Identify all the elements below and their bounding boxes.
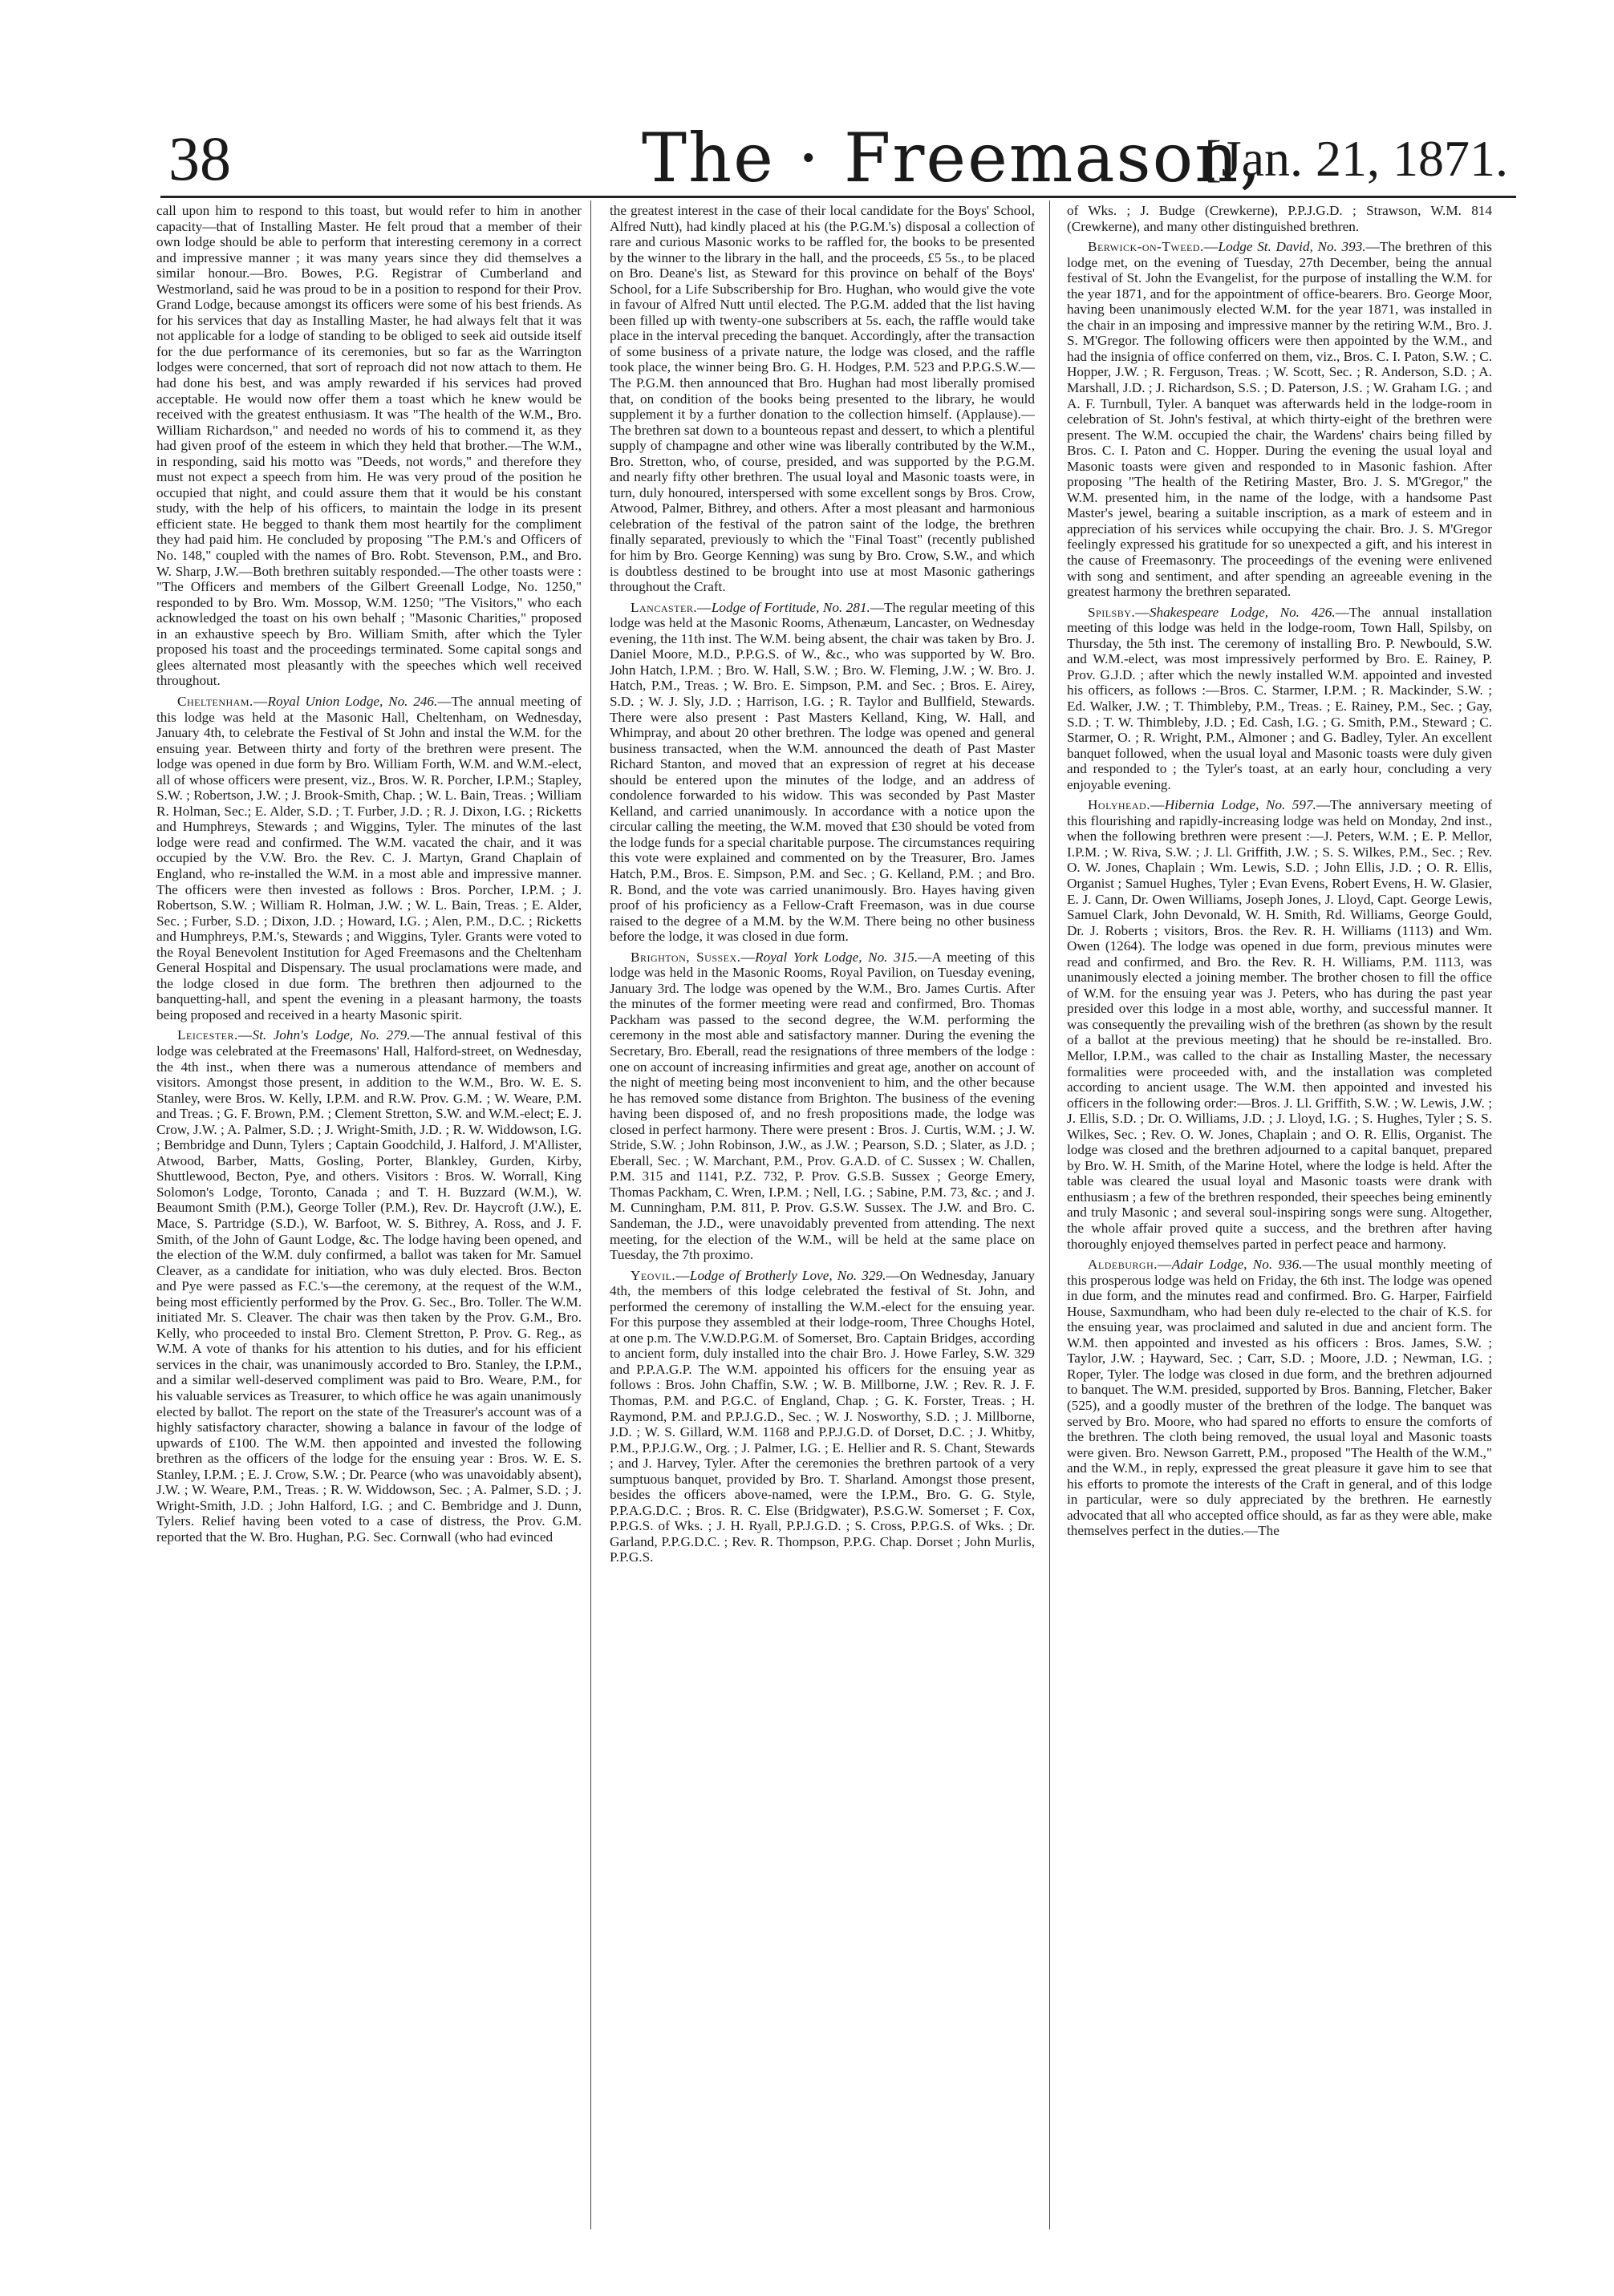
lodge-name: Lodge of Fortitude, No. 281. xyxy=(711,599,870,615)
article-paragraph xyxy=(156,203,582,689)
paragraph-text: —The usual monthly meeting of this prosperous lodge was held on Friday, the 6th inst. The lodge was opened in due form, and the minutes read and confirmed. Bro. G. Harper, Fairfield House, Saxmundham, who had been duly re-elected to the chair of K.S. for the ensuing year, was proclaimed and saluted in due and ancient form. The W.M. then appointed and invested as his officers : Bros. James, S.W. ; Taylor, J.W. ; Hayward, Sec. ; Carr, S.D. ; Moore, J.D. ; Newman, I.G. ; Roper, Tyler. The lodge was closed in due form, and the brethren adjourned to banquet. The W.M. presided, supported by Bros. Banning, Fletcher, Baker (525), and a goodly muster of the brethren of the lodge. The banquet was served by Bro. Moore, who had spared no efforts to ensure the comforts of the brethren. The cloth being removed, the usual loyal and Masonic toasts were given. Bro. Newson Garrett, P.M., proposed "The Health of the W.M.," and the W.M., in reply, expressed the great pleasure it gave him to see that his efforts to promote the interests of the Craft in general, and of this lodge in particular, were so duly appreciated by the brethren. He earnestly advocated that all who accepted office should, as far as they were able, make themselves perfect in the duties.—The xyxy=(1067,1257,1492,1539)
report-place-heading: Yeovil.— xyxy=(631,1267,690,1283)
report-place-heading: Leicester.— xyxy=(177,1027,253,1043)
article-paragraph xyxy=(1067,605,1492,793)
text-column-1 xyxy=(156,203,582,2240)
article-paragraph xyxy=(156,1027,582,1545)
column-divider xyxy=(590,200,591,2229)
report-place-heading: Berwick-on-Tweed.— xyxy=(1088,239,1219,255)
article-paragraph xyxy=(1067,797,1492,1252)
lodge-name: Hibernia Lodge, No. 597. xyxy=(1164,797,1316,813)
article-paragraph xyxy=(610,1268,1035,1565)
article-paragraph xyxy=(610,950,1035,1263)
lodge-name: Shakespeare Lodge, No. 426. xyxy=(1149,604,1336,620)
article-paragraph xyxy=(1067,1257,1492,1539)
report-place-heading: Brighton, Sussex.— xyxy=(631,949,756,965)
paragraph-text: —The brethren of this lodge met, on the evening of Tuesday, 27th December, being the annual festival of St. John the Evangelist, for the purpose of installing the W.M. for the year 1871, and for the appointment of office-bearers. Bro. George Moor, having been unanimously elected W.M. for the year 1871, was installed in the chair in an imposing and impressive manner by the retiring W.M., Bro. J. S. M'Gregor. The following officers were then appointed by the W.M., and had the insignia of office conferred on them, viz., Bros. C. I. Paton, S.W. ; C. Hopper, J.W. ; R. Ferguson, Treas. ; W. Scott, Sec. ; R. Anderson, S.D. ; A. Marshall, J.D. ; J. Richardson, S.S. ; D. Paterson, J.S. ; W. Graham I.G. ; and A. F. Turnbull, Tyler. A banquet was afterwards held in the lodge-room in celebration of St. John's festival, at which thirty-eight of the brethren were present. The W.M. occupied the chair, the Wardens' chairs being filled by Bros. C. I. Paton and C. Hopper. During the evening the usual loyal and Masonic toasts were given and responded to in Masonic fashion. After proposing "The health of the Retiring Master, Bro. J. S. M'Gregor," the W.M. presented him, in the name of the lodge, with a handsome Past Master's jewel, bearing a suitable inscription, as a mark of esteem and in appreciation of his services while occupying the chair. Bro. J. S. M'Gregor feelingly expressed his gratitude for so unexpected a gift, and his interest in the cause of Freemasonry. The proceedings of the evening were enlivened with song and sentiment, and after spending an agreeable evening in the greatest harmony the brethren separated. xyxy=(1067,239,1492,600)
paragraph-text: the greatest interest in the case of their local candidate for the Boys' School, Alfred Nutt), had kindly placed at his (the P.G.M.'s) disposal a collection of rare and curious Masonic works to be raffled for, the books to be presented by the winner to the library in the hall, and the proceeds, £5 5s., to be placed on Bro. Deane's list, as Steward for this province on behalf of the Boys' School, for a Life Subscribership for Bro. Hughan, who would give the vote in favour of Alfred Nutt until elected. The P.G.M. added that the list having been filled up with twenty-one subscribers at 5s. each, the raffle would take place in the interval preceding the banquet. Accordingly, after the transaction of some business of a private nature, the lodge was closed, and the raffle took place, the winner being Bro. G. H. Hodges, P.M. 523 and P.P.G.S.W.—The P.G.M. then announced that Bro. Hughan had most liberally promised that, on condition of the books being presented to the library, he would supplement it by a further donation to the collection himself. (Applause).—The brethren sat down to a bounteous repast and dessert, to which a plentiful supply of champagne and other wine was liberally contributed by the W.M., Bro. Stretton, who, of course, presided, and was supported by the P.G.M. and nearly fifty other brethren. The usual loyal and Masonic toasts were, in turn, duly honoured, interspersed with some excellent songs by Bros. Crow, Atwood, Palmer, Bithrey, and others. After a most pleasant and harmonious celebration of the festival of the patron saint of the lodge, the brethren finally separated, previously to which the "Final Toast" (recently published for him by Bro. George Kenning) was sung by Bro. Crow, S.W., and which is doubtless destined to be brought into use at most Masonic gatherings throughout the Craft. xyxy=(610,203,1035,595)
text-column-3 xyxy=(1067,203,1492,2240)
lodge-name: Lodge St. David, No. 393. xyxy=(1218,239,1366,255)
paragraph-text: —The regular meeting of this lodge was held at the Masonic Rooms, Athenæum, Lancaster, on Wednesday evening, the 11th inst. The W.M. being absent, the chair was taken by Bro. J. Daniel Moore, M.D., P.P.G.S. of W., &c., who was supported by W. Bro. John Hatch, I.P.M. ; Bro. W. Hall, S.W. ; Bro. W. Fleming, J.W. ; W. Bro. J. Hatch, P.M., Treas. ; W. Bro. E. Simpson, P.M. and Sec. ; Bros. E. Airey, S.D. ; W. J. Sly, J.D. ; Harrison, I.G. ; R. Taylor and Bullfield, Stewards. There were also present : Past Masters Kelland, King, W. Hall, and Whimpray, and about 20 other brethren. The lodge was opened and general business transacted, when the W.M. announced the death of Past Master Richard Stanton, and moved that an expression of regret at his decease should be entered upon the minutes of the lodge, and an address of condolence forwarded to his widow. This was seconded by Past Master Kelland, and carried unanimously. In accordance with a notice upon the circular calling the meeting, the W.M. moved that £30 should be voted from the lodge funds for a special charitable purpose. The circumstances requiring this vote were explained and commented on by the Treasurer, Bro. James Hatch, P.M., Bros. E. Simpson, P.M. and Sec. ; G. Kelland, P.M. ; and Bro. R. Bond, and the vote was carried unanimously. Bro. Hayes having given proof of his proficiency as a Fellow-Craft Freemason, was in due course raised to the degree of a M.M. by the W.M. There being no other business before the lodge, it was closed in due form. xyxy=(610,599,1035,945)
report-place-heading: Holyhead.— xyxy=(1088,797,1165,813)
lodge-name: Lodge of Brotherly Love, No. 329. xyxy=(689,1267,886,1283)
article-paragraph xyxy=(1067,239,1492,600)
article-paragraph xyxy=(610,203,1035,595)
article-paragraph xyxy=(156,694,582,1022)
masthead xyxy=(160,120,1516,196)
paragraph-text: —A meeting of this lodge was held in the Masonic Rooms, Royal Pavilion, on Tuesday evening, January 3rd. The lodge was opened by the W.M., Bro. James Curtis. After the minutes of the former meeting were read and confirmed, Bro. Thomas Packham was passed to the second degree, the W.M. performing the ceremony in the most able and satisfactory manner. During the evening the Secretary, Bro. Eberall, read the resignations of three members of the lodge : one on account of increasing infirmities and great age, another on account of the night of meeting being most inconvenient to him, and the other because he has removed some distance from Brighton. The business of the evening having been disposed of, and no fresh propositions made, the lodge was closed in perfect harmony. There were present : Bros. J. Curtis, W.M. ; J. W. Stride, S.W. ; John Robinson, J.W., as J.W. ; Pearson, S.D. ; Slater, as J.D. ; Eberall, Sec. ; W. Marchant, P.M., Prov. G.A.D. of C. Sussex ; W. Challen, P.M. 315 and 1141, P.Z. 732, P. Prov. G.S.B. Sussex ; George Emery, Thomas Packham, C. Wren, I.P.M. ; Nell, I.G. ; Sabine, P.M. 73, &c. ; and J. M. Cunningham, P.M. 811, P. Prov. G.S.W. Sussex. The J.W. and Bro. C. Sandeman, the J.D., were unavoidably prevented from attending. The next meeting, for the election of the W.M., will be held at the same place on Tuesday, the 7th proximo. xyxy=(610,949,1035,1263)
paragraph-text: —The annual meeting of this lodge was held at the Masonic Hall, Cheltenham, on Wednesday, January 4th, to celebrate the Festival of St John and instal the W.M. for the ensuing year. Between thirty and forty of the brethren were present. The lodge was opened in due form by Bro. William Forth, W.M. and W.M.-elect, all of whose officers were present, viz., Bros. W. R. Porcher, I.P.M.; Stapley, S.W. ; Robertson, J.W. ; J. Brook-Smith, Chap. ; W. L. Bain, Treas. ; William R. Holman, Sec.; E. Alder, S.D. ; T. Furber, J.D. ; R. J. Dixon, I.G. ; Ricketts and Humphreys, Stewards ; and Wiggins, Tyler. The minutes of the last lodge were read and confirmed. The W.M. vacated the chair, and it was occupied by the V.W. Bro. the Rev. C. J. Martyn, Grand Chaplain of England, who re-installed the W.M. in a most able and impressive manner. The officers were then invested as follows : Bros. Porcher, I.P.M. ; J. Robertson, S.W. ; William R. Holman, J.W. ; W. L. Bain, Treas. ; E. Alder, Sec. ; Furber, S.D. ; Dixon, J.D. ; Howard, I.G. ; Alen, P.M., D.C. ; Ricketts and Humphreys, P.M.'s, Stewards ; and Wiggins, Tyler. Grants were voted to the Royal Benevolent Institution for Aged Freemasons and the Cheltenham General Hospital and Dispensary. The usual proclamations were made, and the lodge closed in due form. The brethren then adjourned to the banquetting-hall, and spent the evening in a pleasant harmony, the toasts being proposed and received in a hearty Masonic spirit. xyxy=(156,693,582,1022)
article-paragraph xyxy=(1067,203,1492,234)
lodge-name: Royal Union Lodge, No. 246. xyxy=(267,693,438,709)
paragraph-text: —The anniversary meeting of this flourishing and rapidly-increasing lodge was held on Monday, 2nd inst., when the following brethren were present :—J. Peters, W.M. ; E. P. Mellor, I.P.M. ; W. Riva, S.W. ; J. Ll. Griffith, J.W. ; S. S. Wilkes, P.M., Sec. ; Rev. O. W. Jones, Chaplain ; Wm. Lewis, S.D. ; John Ellis, J.D. ; O. R. Ellis, Organist ; Samuel Hughes, Tyler ; Evan Evens, Robert Evens, H. W. Glasier, E. J. Cann, Dr. Owen Williams, Joseph Jones, J. Lloyd, Capt. George Lewis, Samuel Clark, John Devonald, W. H. Smith, Rd. Williams, George Gould, Dr. J. Roberts ; visitors, Bros. the Rev. R. H. Williams (1113) and Wm. Owen (1264). The lodge was opened in due form, previous minutes were read and confirmed, and Bro. the Rev. R. H. Williams, P.M. 1113, was unanimously elected a joining member. The brother chosen to fill the office of W.M. for the ensuing year was J. Peters, who has during the past year presided over this lodge in a most able, worthy, and successful manner. It was consequently the prevailing wish of the brethren (as shown by the result of a ballot at the previous meeting) that he should be re-installed. Bro. Mellor, I.P.M., was called to the chair as Installing Master, the necessary formalities were proceeded with, and the installation was completed according to ancient usage. The W.M. then appointed and invested his officers in the following order:—Bros. J. Ll. Griffith, S.W. ; W. Lewis, J.W. ; J. Ellis, S.D. ; Dr. O. Williams, J.D. ; J. Lloyd, I.G. ; S. Hughes, Tyler ; S. S. Wilkes, Sec. ; Rev. O. W. Jones, Chaplain ; and O. R. Ellis, Organist. The lodge was closed and the brethren adjourned to a capital banquet, prepared by Bro. W. H. Smith, of the Marine Hotel, where the lodge is held. After the table was cleared the usual loyal and Masonic toasts were drank with enthusiasm ; a few of the brethren responded, their speeches being eminently and truly Masonic ; and several soul-inspiring songs were sung. Altogether, the whole affair proved quite a success, and the brethren after having thoroughly enjoyed themselves parted in perfect peace and harmony. xyxy=(1067,797,1492,1252)
masthead-rule xyxy=(160,196,1516,198)
paragraph-text: —On Wednesday, January 4th, the members of this lodge celebrated the festival of St. John, and performed the ceremony of installing the W.M.-elect for the ensuing year. For this purpose they assembled at their lodge-room, Three Choughs Hotel, at one p.m. The V.W.D.P.G.M. of Somerset, Bro. Captain Bridges, according to ancient form, duly installed into the chair Bro. J. Howe Farley, S.W. 329 and P.P.A.G.P. The W.M. appointed his officers for the ensuing year as follows : Bros. John Chaffin, S.W. ; W. B. Millborne, J.W. ; Rev. R. J. F. Thomas, P.M. and P.G.C. of England, Chap. ; G. K. Forster, Treas. ; H. Raymond, P.M. and P.P.J.G.D., Sec. ; W. J. Nosworthy, S.D. ; J. Millborne, J.D. ; W. S. Gillard, W.M. 1168 and P.P.J.G.D. of Dorset, D.C. ; J. Whitby, P.M., P.P.J.G.W., Org. ; J. Palmer, I.G. ; E. Hellier and R. S. Chant, Stewards ; and J. Harvey, Tyler. After the ceremonies the brethren partook of a very sumptuous banquet, provided by Bro. T. Sharland. Amongst those present, besides the officers above-named, were the I.P.M., Bro. G. G. Style, P.P.A.G.D.C. ; Bros. R. C. Else (Bridgwater), P.S.G.W. Somerset ; F. Cox, P.P.G.S. of Wks. ; J. H. Ryall, P.P.J.G.D. ; S. Cross, P.P.G.S. of Wks. ; Dr. Garland, P.P.G.D.C. ; Rev. R. Thompson, P.P.G. Chap. Dorset ; John Murlis, P.P.G.S. xyxy=(610,1267,1035,1565)
report-place-heading: Spilsby.— xyxy=(1088,604,1150,620)
report-place-heading: Lancaster.— xyxy=(631,599,712,615)
paragraph-text: of Wks. ; J. Budge (Crewkerne), P.P.J.G.D. ; Strawson, W.M. 814 (Crewkerne), and many other distinguished brethren. xyxy=(1067,203,1492,234)
column-divider xyxy=(1049,200,1050,2229)
newspaper-title: The · Freemason, xyxy=(642,119,1263,197)
lodge-name: Adair Lodge, No. 936. xyxy=(1171,1257,1303,1273)
paragraph-text: —The annual festival of this lodge was celebrated at the Freemasons' Hall, Halford-street, on Wednesday, the 4th inst., when there was a numerous attendance of members and visitors. Amongst those present, in addition to the W.M., Bro. W. E. S. Stanley, were Bros. W. Kelly, I.P.M. and R.W. Prov. G.M. ; W. Weare, P.M. and Treas. ; G. F. Brown, P.M. ; Clement Stretton, S.W. and W.M.-elect; E. J. Crow, J.W. ; A. Palmer, S.D. ; J. Wright-Smith, J.D. ; R. W. Widdowson, I.G. ; Bembridge and Dunn, Tylers ; Captain Goodchild, J. Halford, J. M'Allister, Atwood, Barber, Matts, Gosling, Porter, Blankley, Gurden, Kirby, Shuttlewood, Becton, Pye, and others. Visitors : Bros. W. Worrall, King Solomon's Lodge, Toronto, Canada ; and T. H. Buzzard (W.M.), W. Beaumont Smith (P.M.), George Toller (P.M.), Rev. Dr. Haycroft (J.W.), E. Mace, S. Partridge (S.D.), W. Barfoot, W. S. Bithrey, A. Ross, and J. F. Smith, of the John of Gaunt Lodge, &c. The lodge having been opened, and the election of the W.M. duly confirmed, a ballot was taken for Mr. Samuel Cleaver, as a candidate for initiation, who was duly elected. Bros. Becton and Pye were passed as F.C.'s—the ceremony, at the request of the W.M., being most efficiently performed by the Prov. G. Sec., Bro. Toller. The W.M. initiated Mr. S. Cleaver. The chair was then taken by the Prov. G.M., Bro. Kelly, who proceeded to instal Bro. Clement Stretton, P. Prov. G. Reg., as W.M. A vote of thanks for his attention to his duties, and for his efficient services in the chair, was unanimously accorded to Bro. Stanley, the I.P.M., and a similar well-deserved compliment was paid to Bro. Weare, P.M., for his valuable services as Treasurer, to which office he was again unanimously elected by ballot. The report on the state of the Treasurer's account was of a highly satisfactory character, showing a balance in favour of the lodge of upwards of £100. The W.M. then appointed and invested the following brethren as the officers of the lodge for the ensuing year : Bros. W. E. S. Stanley, I.P.M. ; E. J. Crow, S.W. ; Dr. Pearce (who was unavoidably absent), J.W. ; W. Weare, P.M., Treas. ; R. W. Widdowson, Sec. ; A. Palmer, S.D. ; J. Wright-Smith, J.D. ; John Halford, I.G. ; and C. Bembridge and J. Dunn, Tylers. Relief having been voted to a case of distress, the Prov. G.M. reported that the W. Bro. Hughan, P.G. Sec. Cornwall (who had evinced xyxy=(156,1027,582,1545)
paragraph-text: call upon him to respond to this toast, but would refer to him in another capacity—that of Installing Master. He felt proud that a member of their own lodge should be able to perform that interesting ceremony in a correct and impressive manner ; it was many years since they did themselves a similar honour.—Bro. Bowes, P.G. Registrar of Cumberland and Westmorland, said he was proud to be in a position to respond for their Prov. Grand Lodge, because amongst its officers were some of his best friends. As for his services that day as Installing Master, he had always felt that it was not applicable for a lodge of standing to be obliged to seek aid outside itself for the due performance of its ceremonies, but so far as the Warrington lodges were concerned, that sort of reproach did not now attach to them. He had done his best, and was amply rewarded if his services had proved acceptable. He would now offer them a toast which he knew would be received with the greatest enthusiasm. It was "The health of the W.M., Bro. William Richardson," and needed no words of his to commend it, as they had given proof of the esteem in which they held that brother.—The W.M., in responding, said his motto was "Deeds, not words," and therefore they must not expect a speech from him. He was very proud of the position he occupied that night, and could assure them that it would be his constant study, with the help of his officers, to maintain the lodge in its present efficient state. He begged to thank them most heartily for the compliment they had paid him. He concluded by proposing "The P.M.'s and Officers of No. 148," coupled with the names of Bro. Robt. Stevenson, P.M., and Bro. W. Sharp, J.W.—Both brethren suitably responded.—The other toasts were : "The Officers and members of the Gilbert Greenall Lodge, No. 1250," responded to by Bro. Wm. Mossop, W.M. 1250; "The Visitors," who each acknowledged the toast on his own behalf ; "Masonic Charities," proposed in an exhaustive speech by Bro. William Smith, after which the Tyler proposed his toast and the proceedings terminated. Some capital songs and glees alternated most pleasantly with the speeches which well received throughout. xyxy=(156,203,582,689)
report-place-heading: Cheltenham.— xyxy=(177,693,268,709)
article-paragraph xyxy=(610,600,1035,945)
paragraph-text: —The annual installation meeting of this lodge was held in the lodge-room, Town Hall, Spilsby, on Thursday, the 5th inst. The ceremony of installing Bro. P. Newbould, S.W. and W.M.-elect, was most impressively performed by Bro. E. Rainey, P. Prov. G.J.D. ; after which the newly installed W.M. appointed and invested his officers, as follows :—Bros. C. Starmer, I.P.M. ; R. Mackinder, S.W. ; Ed. Walker, J.W. ; T. Thimbleby, P.M., Treas. ; E. Rainey, P.M., Sec. ; Gay, S.D. ; T. W. Thimbleby, J.D. ; Ed. Cash, I.G. ; G. Smith, P.M., Steward ; C. Starmer, O. ; R. Wright, P.M., Almoner ; and G. Badley, Tyler. An excellent banquet followed, when the usual loyal and Masonic toasts were duly given and responded to ; the Tyler's toast, at an early hour, concluding a very enjoyable evening. xyxy=(1067,604,1492,792)
page-number: 38 xyxy=(168,124,231,193)
lodge-name: Royal York Lodge, No. 315. xyxy=(755,949,919,965)
report-place-heading: Aldeburgh.— xyxy=(1088,1257,1172,1273)
lodge-name: St. John's Lodge, No. 279. xyxy=(252,1027,411,1043)
text-column-2 xyxy=(610,203,1035,2240)
issue-date: [Jan. 21, 1871. xyxy=(1204,130,1508,187)
